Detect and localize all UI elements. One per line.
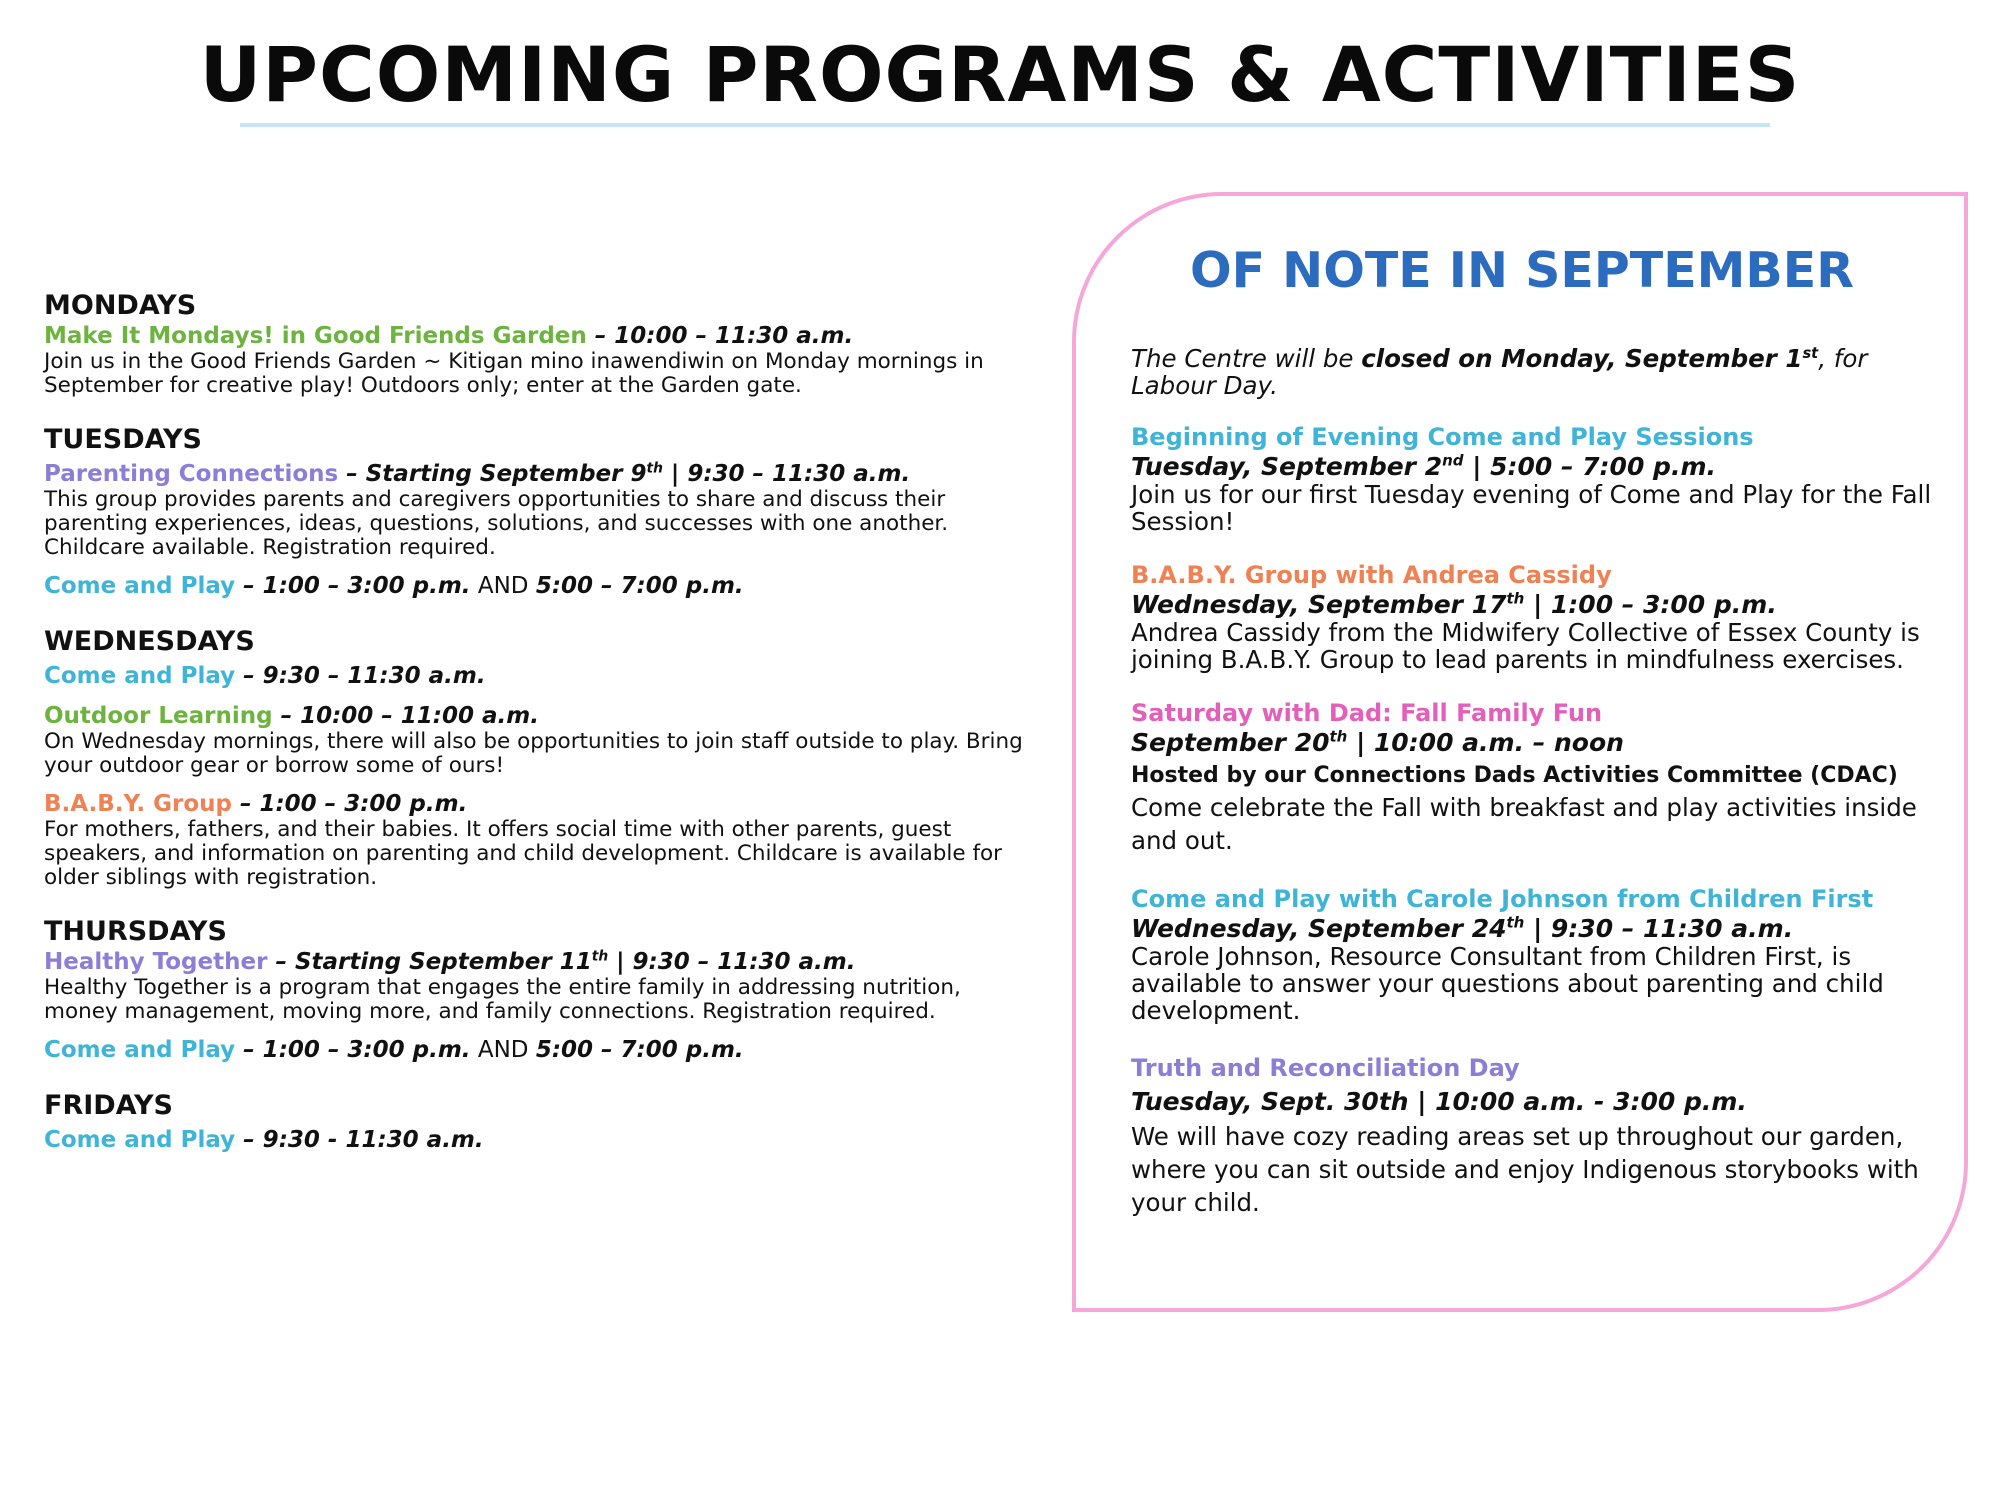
and-text: AND <box>470 1037 536 1063</box>
day-heading-fridays: FRIDAYS <box>44 1090 174 1121</box>
event-date: Wednesday, September 17th | 1:00 – 3:00 p.m. <box>1131 589 1777 619</box>
program-name: Parenting Connections <box>44 461 339 487</box>
program-time: – 10:00 – 11:00 a.m. <box>272 703 539 729</box>
event-description: Andrea Cassidy from the Midwifery Collective of Essex County is joining B.A.B.Y. Group to lead parents in mindfulness exercises. <box>1131 618 1920 674</box>
program-time: – 9:30 – 11:30 a.m. <box>235 663 486 689</box>
program-description: This group provides parents and caregivers opportunities to share and discuss their parenting experiences, ideas, questions, solutions, and successes with one another. Childcare available. Registration required. <box>44 487 949 560</box>
program-description: On Wednesday mornings, there will also be opportunities to join staff outside to play. Bring your outdoor gear or borrow some of ours! <box>44 729 1023 778</box>
event-title: Truth and Reconciliation Day <box>1131 1054 1520 1082</box>
program-name: Healthy Together <box>44 949 268 975</box>
event-description: Come celebrate the Fall with breakfast and play activities inside and out. <box>1131 793 1917 855</box>
program-time: 5:00 – 7:00 p.m. <box>535 573 744 599</box>
event-date: Tuesday, September 2nd | 5:00 – 7:00 p.m. <box>1131 451 1716 481</box>
program-time: – 1:00 – 3:00 p.m. <box>235 573 471 599</box>
program-healthy-together <box>44 948 1024 976</box>
program-outdoor-learning <box>44 702 1024 730</box>
program-parenting-connections <box>44 460 1024 488</box>
program-name: B.A.B.Y. Group <box>44 791 232 817</box>
program-name: Come and Play <box>44 663 236 689</box>
event-date: September 20th | 10:00 a.m. – noon <box>1131 727 1624 757</box>
program-time: – 9:30 - 11:30 a.m. <box>235 1127 484 1153</box>
page-title: UPCOMING PROGRAMS & ACTIVITIES <box>199 30 1801 119</box>
program-name: Come and Play <box>44 1037 236 1063</box>
event-description: We will have cozy reading areas set up throughout our garden, where you can sit outside and enjoy Indigenous storybooks with your child. <box>1131 1122 1919 1217</box>
event-title: Come and Play with Carole Johnson from Children First <box>1131 885 1874 913</box>
program-time: 5:00 – 7:00 p.m. <box>535 1037 744 1063</box>
program-location: in Good Friends Garden <box>273 323 587 349</box>
program-name: Make It Mondays! <box>44 323 274 349</box>
event-title: B.A.B.Y. Group with Andrea Cassidy <box>1131 561 1612 589</box>
program-time: – 1:00 – 3:00 p.m. <box>231 791 468 817</box>
program-baby-group <box>44 790 1024 818</box>
day-heading-thursdays: THURSDAYS <box>44 916 227 947</box>
weekly-schedule <box>44 290 1024 1154</box>
of-note-list <box>1131 345 1951 1219</box>
program-make-it-mondays <box>44 322 1024 350</box>
program-name: Outdoor Learning <box>44 703 273 729</box>
program-come-and-play <box>44 1126 1024 1154</box>
event-description: Carole Johnson, Resource Consultant from Children First, is available to answer your questions about parenting and child development. <box>1131 942 1884 1025</box>
event-host: Hosted by our Connections Dads Activities Committee (CDAC) <box>1131 763 1898 788</box>
event-title: Beginning of Evening Come and Play Sessions <box>1131 423 1754 451</box>
program-description: Healthy Together is a program that engages the entire family in addressing nutrition, money management, moving more, and family connections. Registration required. <box>44 975 961 1024</box>
of-note-title: OF NOTE IN SEPTEMBER <box>1190 242 1854 299</box>
day-heading-mondays: MONDAYS <box>44 290 197 321</box>
program-come-and-play <box>44 572 1024 600</box>
event-description: Join us for our first Tuesday evening of Come and Play for the Fall Session! <box>1131 480 1932 536</box>
program-description: Join us in the Good Friends Garden ~ Kitigan mino inawendiwin on Monday mornings in September for creative play! Outdoors only; enter at the Garden gate. <box>44 349 984 398</box>
day-heading-tuesdays: TUESDAYS <box>44 424 202 455</box>
program-time: – 1:00 – 3:00 p.m. <box>235 1037 471 1063</box>
program-come-and-play <box>44 662 1024 690</box>
program-time: – Starting September 11th | 9:30 – 11:30 a.m. <box>267 948 856 975</box>
day-heading-wednesdays: WEDNESDAYS <box>44 626 255 657</box>
program-time: – 10:00 – 11:30 a.m. <box>586 323 854 349</box>
and-text: AND <box>470 573 536 599</box>
closure-notice: The Centre will be closed on Monday, September 1st, for Labour Day. <box>1131 344 1868 400</box>
event-title: Saturday with Dad: Fall Family Fun <box>1131 699 1603 727</box>
title-divider <box>240 123 1770 127</box>
program-name: Come and Play <box>44 1127 236 1153</box>
event-date: Wednesday, September 24th | 9:30 – 11:30 a.m. <box>1131 913 1794 943</box>
event-date: Tuesday, Sept. 30th | 10:00 a.m. - 3:00 p.m. <box>1131 1087 1747 1116</box>
program-time: – Starting September 9th | 9:30 – 11:30 a.m. <box>338 460 911 487</box>
program-description: For mothers, fathers, and their babies. It offers social time with other parents, guest speakers, and information on parenting and child development. Childcare is available for older siblings with registration. <box>44 817 1003 890</box>
program-name: Come and Play <box>44 573 236 599</box>
program-come-and-play <box>44 1036 1024 1064</box>
